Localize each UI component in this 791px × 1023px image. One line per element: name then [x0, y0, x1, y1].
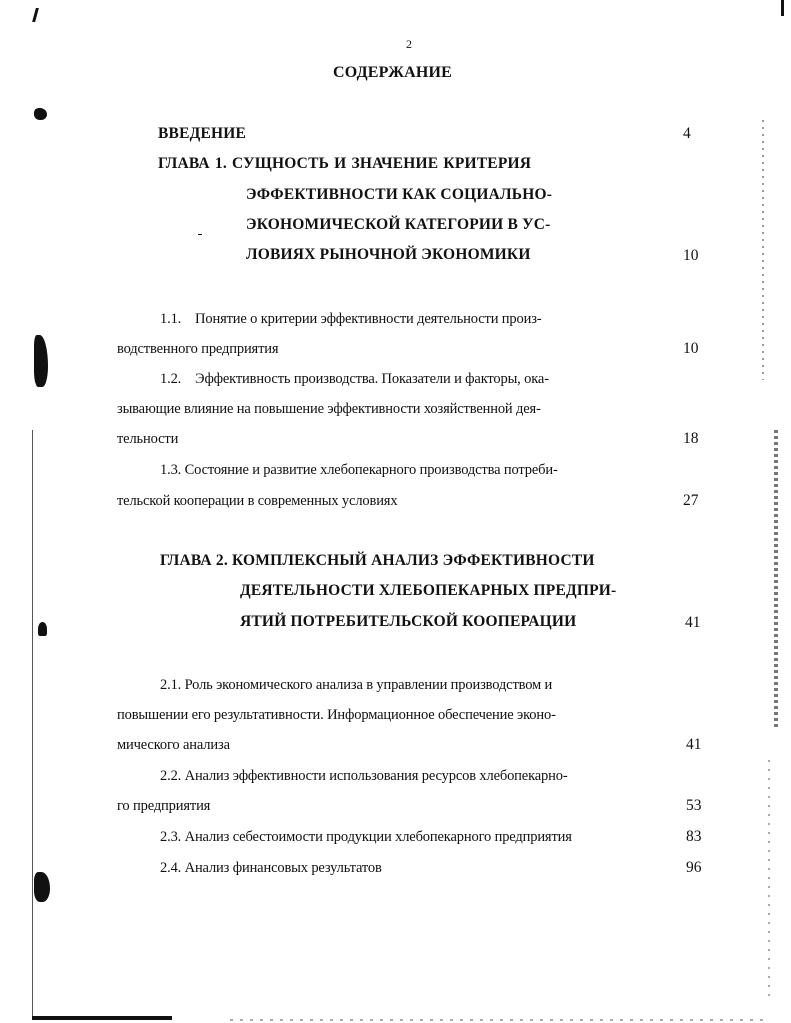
scan-mark-top-left: [32, 8, 39, 22]
toc-section-1-3-page: 27: [683, 492, 699, 509]
toc-chapter2-line1: ГЛАВА 2. КОМПЛЕКСНЫЙ АНАЛИЗ ЭФФЕКТИВНОСТИ: [160, 552, 595, 569]
toc-section-2-1-line1: 2.1. Роль экономического анализа в управлении производством и: [160, 677, 553, 693]
scan-mark-blot-1: [34, 108, 47, 120]
scan-small-dash: [198, 234, 202, 235]
scan-left-edge-line: [32, 430, 33, 1020]
toc-section-2-4-line1: 2.4. Анализ финансовых результатов: [160, 860, 382, 876]
toc-section-1-2-line1: 1.2. Эффективность производства. Показатели и факторы, ока-: [160, 371, 549, 387]
scan-mark-blot-4: [34, 872, 50, 902]
toc-chapter2-line2: ДЕЯТЕЛЬНОСТИ ХЛЕБОПЕКАРНЫХ ПРЕДПРИ-: [240, 582, 617, 599]
toc-section-2-1-line3: мического анализа: [117, 737, 230, 753]
scan-bottom-left-bar: [32, 1016, 172, 1020]
page-number: 2: [406, 37, 412, 51]
toc-section-2-2-line1: 2.2. Анализ эффективности использования ресурсов хлебопекарно-: [160, 768, 568, 784]
toc-section-2-2-line2: го предприятия: [117, 798, 211, 814]
toc-chapter1-line3: ЭКОНОМИЧЕСКОЙ КАТЕГОРИИ В УС-: [246, 216, 551, 233]
page-title: СОДЕРЖАНИЕ: [333, 64, 453, 81]
toc-section-1-2-line3: тельности: [117, 431, 179, 447]
toc-section-2-3-line1: 2.3. Анализ себестоимости продукции хлебопекарного предприятия: [160, 829, 572, 845]
toc-section-2-2-page: 53: [686, 797, 702, 814]
scan-bottom-noise: [230, 1019, 770, 1021]
toc-section-2-1-line2: повышении его результативности. Информационное обеспечение эконо-: [117, 707, 556, 723]
toc-chapter2-line3: ЯТИЙ ПОТРЕБИТЕЛЬСКОЙ КООПЕРАЦИИ: [240, 613, 577, 630]
toc-section-2-1-page: 41: [686, 736, 702, 753]
toc-chapter1-line4: ЛОВИЯХ РЫНОЧНОЙ ЭКОНОМИКИ: [246, 246, 531, 263]
toc-section-1-1-line2: водственного предприятия: [117, 341, 279, 357]
scan-right-edge-noise-2: [774, 430, 778, 730]
toc-section-1-1-page: 10: [683, 340, 699, 357]
scan-right-edge-noise-1: [762, 120, 764, 380]
toc-section-2-3-page: 83: [686, 828, 702, 845]
toc-section-2-4-page: 96: [686, 859, 702, 876]
scan-mark-blot-2: [34, 335, 48, 387]
toc-intro-page: 4: [683, 125, 691, 142]
toc-intro-label: ВВЕДЕНИЕ: [158, 125, 247, 142]
toc-section-1-1-line1: 1.1. Понятие о критерии эффективности деятельности произ-: [160, 311, 542, 327]
scan-mark-blot-3: [38, 622, 47, 636]
toc-section-1-3-line2: тельской кооперации в современных условиях: [117, 493, 398, 509]
toc-chapter1-line2: ЭФФЕКТИВНОСТИ КАК СОЦИАЛЬНО-: [246, 186, 553, 203]
toc-section-1-2-line2: зывающие влияние на повышение эффективности хозяйственной дея-: [117, 401, 541, 417]
toc-chapter1-page: 10: [683, 247, 699, 264]
toc-section-1-3-line1: 1.3. Состояние и развитие хлебопекарного производства потреби-: [160, 462, 558, 478]
scan-right-edge-noise-3: [768, 760, 770, 1000]
scan-top-right-bar: [781, 0, 784, 16]
toc-chapter1-line1: ГЛАВА 1. СУЩНОСТЬ И ЗНАЧЕНИЕ КРИТЕРИЯ: [158, 155, 532, 172]
toc-section-1-2-page: 18: [683, 430, 699, 447]
toc-chapter2-page: 41: [685, 614, 701, 631]
